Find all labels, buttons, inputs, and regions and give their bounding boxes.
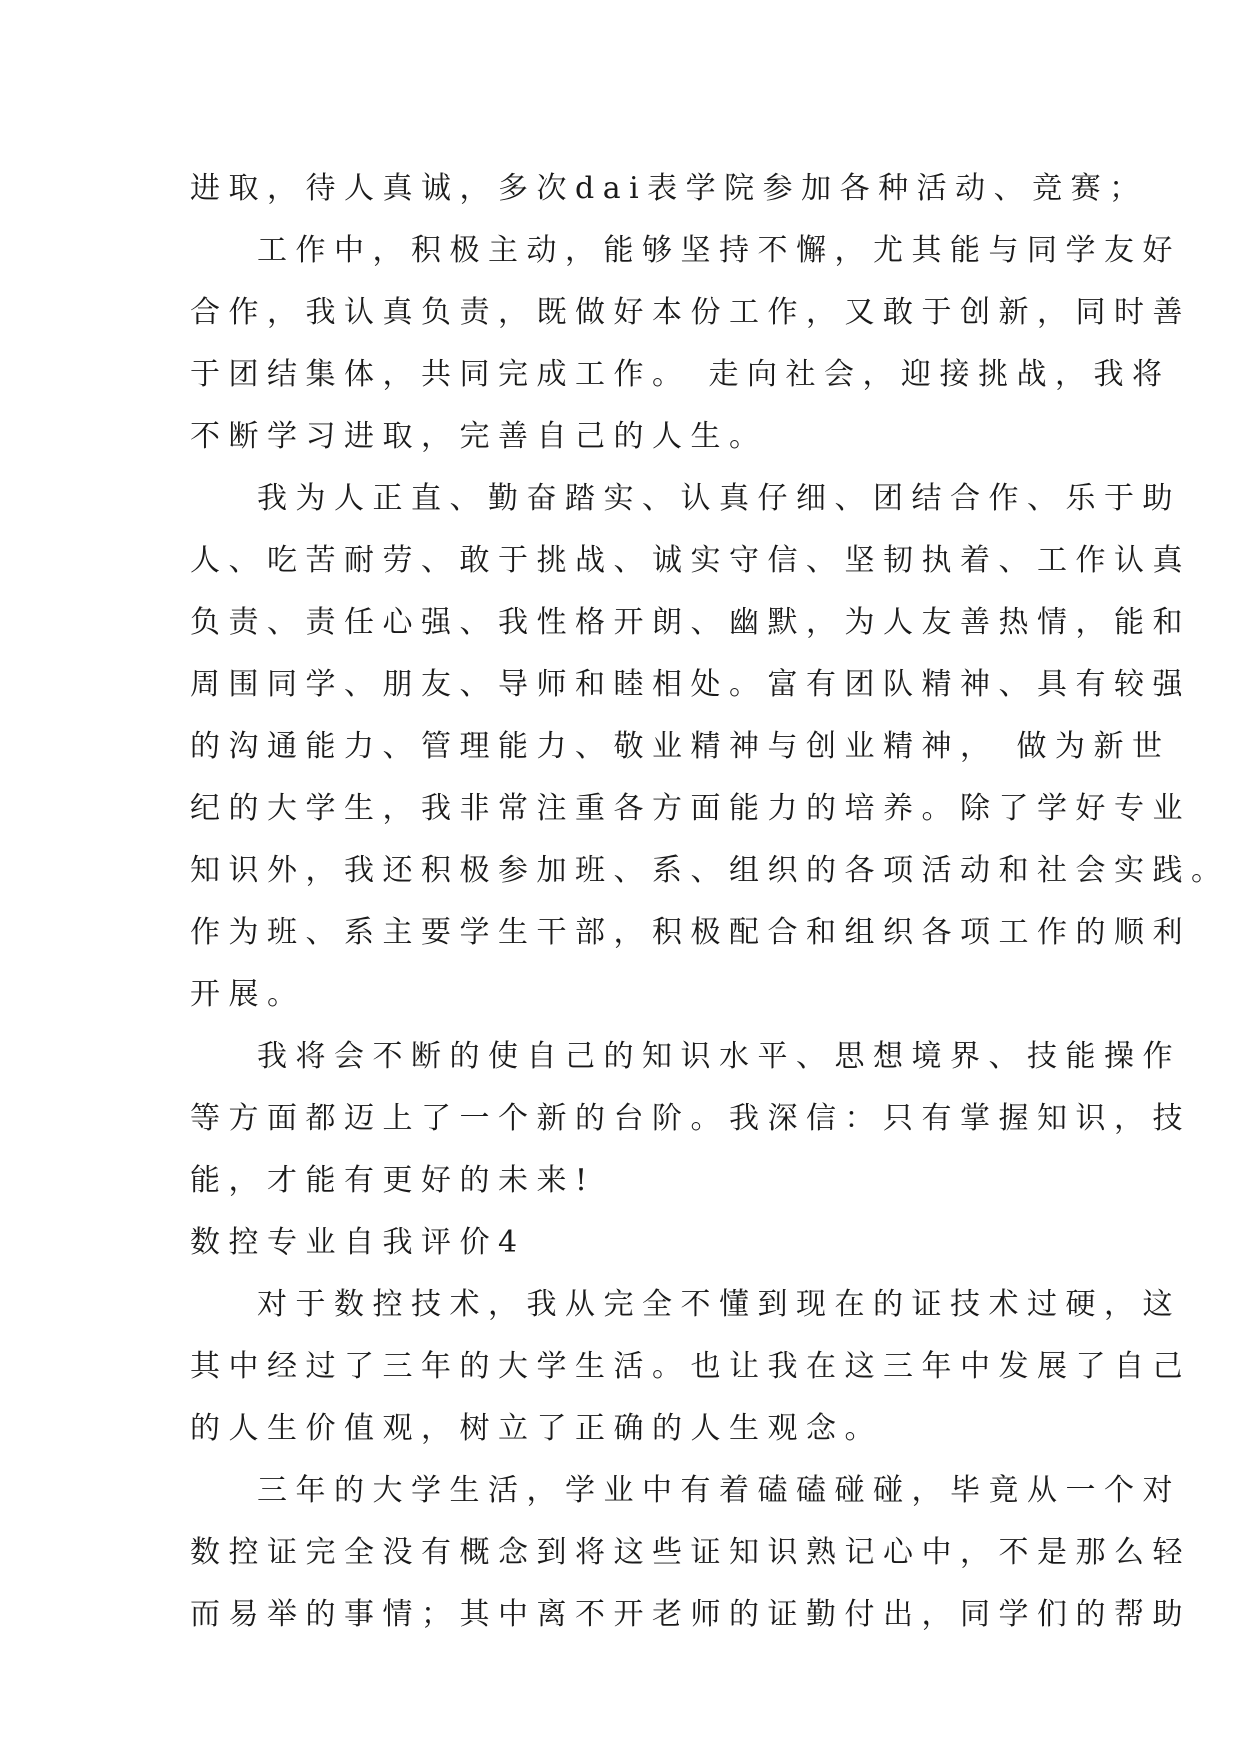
section-heading: 数控专业自我评价4: [190, 1225, 526, 1260]
paragraph-line: 工作中，积极主动，能够坚持不懈，尤其能与同学友好: [257, 233, 1181, 268]
paragraph-line: 而易举的事情；其中离不开老师的证勤付出，同学们的帮助: [190, 1597, 1191, 1632]
paragraph-line: 我将会不断的使自己的知识水平、思想境界、技能操作: [257, 1039, 1181, 1074]
paragraph-line: 负责、责任心强、我性格开朗、幽默，为人友善热情，能和: [190, 605, 1191, 640]
paragraph-line: 知识外，我还积极参加班、系、组织的各项活动和社会实践。: [190, 853, 1230, 888]
paragraph-line: 等方面都迈上了一个新的台阶。我深信：只有掌握知识，技: [190, 1101, 1191, 1136]
paragraph-line: 的人生价值观，树立了正确的人生观念。: [190, 1411, 883, 1446]
paragraph-line: 人、吃苦耐劳、敢于挑战、诚实守信、坚韧执着、工作认真: [190, 543, 1191, 578]
paragraph-line: 数控证完全没有概念到将这些证知识熟记心中，不是那么轻: [190, 1535, 1191, 1570]
paragraph-line: 能，才能有更好的未来!: [190, 1163, 596, 1198]
paragraph-line: 我为人正直、勤奋踏实、认真仔细、团结合作、乐于助: [257, 481, 1181, 516]
paragraph-line: 三年的大学生活，学业中有着磕磕碰碰，毕竟从一个对: [257, 1473, 1181, 1508]
paragraph-line: 不断学习进取，完善自己的人生。: [190, 419, 768, 454]
paragraph-line: 开展。: [190, 977, 306, 1012]
paragraph-line: 纪的大学生，我非常注重各方面能力的培养。除了学好专业: [190, 791, 1191, 826]
paragraph-line: 于团结集体，共同完成工作。 走向社会，迎接挑战，我将: [190, 357, 1171, 392]
paragraph-line: 合作，我认真负责，既做好本份工作，又敢于创新，同时善: [190, 295, 1191, 330]
paragraph-line: 对于数控技术，我从完全不懂到现在的证技术过硬，这: [257, 1287, 1181, 1322]
paragraph-line: 作为班、系主要学生干部，积极配合和组织各项工作的顺利: [190, 915, 1191, 950]
paragraph-line: 周围同学、朋友、导师和睦相处。富有团队精神、具有较强: [190, 667, 1191, 702]
paragraph-line: 其中经过了三年的大学生活。也让我在这三年中发展了自己: [190, 1349, 1191, 1384]
paragraph-line: 的沟通能力、管理能力、敬业精神与创业精神， 做为新世: [190, 729, 1171, 764]
paragraph-line: 进取，待人真诚，多次dai表学院参加各种活动、竞赛；: [190, 171, 1148, 206]
